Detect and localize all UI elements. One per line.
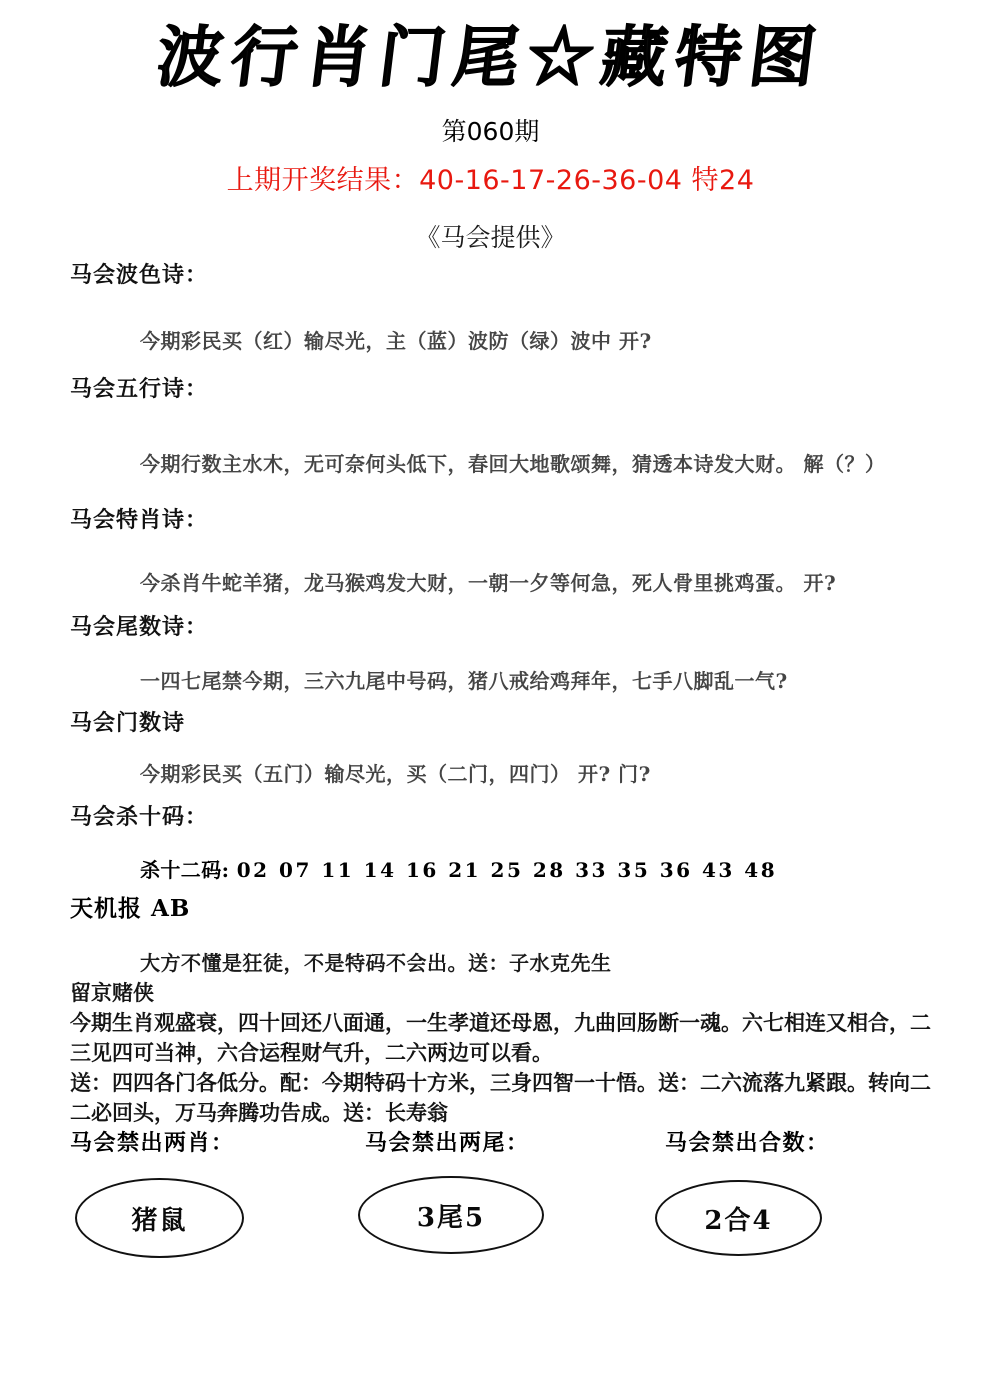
- ban-label-sum-number: 马会禁出合数：: [665, 1130, 830, 1156]
- section-verse-bose: 今期彩民买（红）输尽光，主（蓝）波防（绿）波中 开?: [140, 329, 652, 353]
- section-label-weishu: 马会尾数诗：: [70, 614, 209, 640]
- kill-numbers-prefix: 杀十二码:: [140, 858, 230, 882]
- section-label-bose: 马会波色诗：: [70, 262, 209, 288]
- ban-label-two-zodiac: 马会禁出两肖：: [70, 1130, 235, 1156]
- ban-label-two-tails: 马会禁出两尾：: [365, 1130, 530, 1156]
- paragraph-line-4: 二必回头，万马奔腾功告成。送：长寿翁: [70, 1100, 448, 1125]
- paragraph-line-0: 留京赌侠: [70, 980, 154, 1005]
- section-verse-texiao: 今杀肖牛蛇羊猪，龙马猴鸡发大财，一朝一夕等何急，死人骨里挑鸡蛋。 开?: [140, 571, 837, 595]
- section-label-tianjibao: 天机报 AB: [70, 895, 191, 922]
- kill-numbers-values: 02 07 11 14 16 21 25 28 33 35 36 43 48: [236, 858, 778, 882]
- ban-value-sum-number: 2合4: [655, 1180, 822, 1256]
- kill-numbers-row: [140, 854, 777, 883]
- paragraph-line-1: 今期生肖观盛衰，四十回还八面通，一生孝道还母恩，九曲回肠断一魂。六七相连又相合，二: [70, 1010, 931, 1035]
- section-verse-wuxing: 今期行数主水木，无可奈何头低下，春回大地歌颂舞，猜透本诗发大财。 解（？）: [140, 452, 886, 476]
- provider-label: 《马会提供》: [415, 223, 566, 252]
- section-verse-weishu: 一四七尾禁今期，三六九尾中号码，猪八戒给鸡拜年，七手八脚乱一气?: [140, 669, 788, 693]
- issue-number: 第060期: [441, 117, 540, 146]
- ban-value-two-zodiac: 猪鼠: [75, 1178, 244, 1258]
- section-verse-tianjibao: 大方不懂是狂徒，不是特码不会出。送：子水克先生: [140, 951, 612, 975]
- liujing-paragraph-block: [70, 978, 931, 1128]
- section-label-wuxing: 马会五行诗：: [70, 376, 209, 402]
- section-label-shashima: 马会杀十码：: [70, 804, 209, 830]
- previous-draw-result: 上期开奖结果：40-16-17-26-36-04 特24: [226, 165, 755, 196]
- section-verse-menshu: 今期彩民买（五门）输尽光，买（二门，四门） 开? 门?: [140, 762, 651, 786]
- page-title: 波行肖门尾☆藏特图: [152, 18, 829, 96]
- section-label-menshu: 马会门数诗: [70, 710, 186, 736]
- ban-value-two-tails: 3尾5: [358, 1176, 544, 1254]
- paragraph-line-2: 三见四可当神，六合运程财气升，二六两边可以看。: [70, 1040, 553, 1065]
- section-label-texiao: 马会特肖诗：: [70, 507, 209, 533]
- paragraph-line-3: 送：四四各门各低分。配：今期特码十方米，三身四智一十悟。送：二六流落九紧跟。转向二: [70, 1070, 931, 1095]
